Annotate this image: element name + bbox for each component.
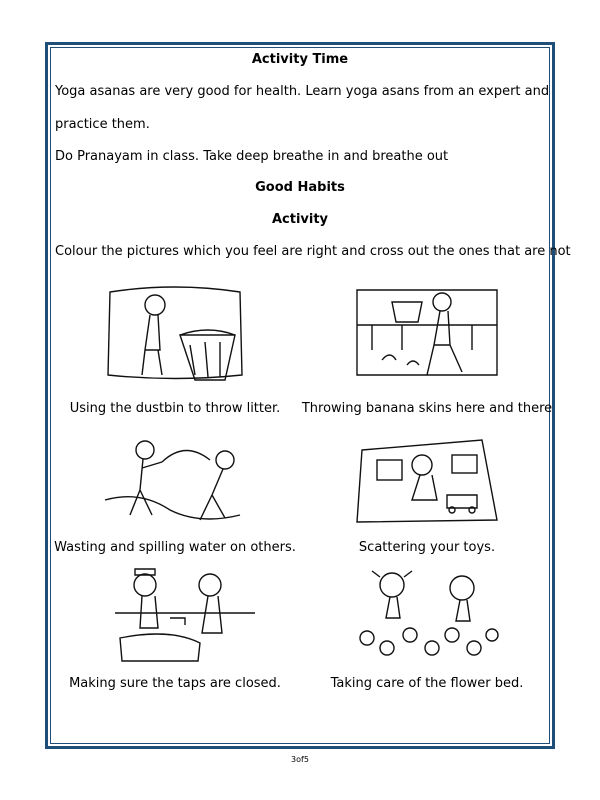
picture-closing-taps — [110, 563, 260, 668]
pranayam-text: Do Pranayam in class. Take deep breathe in and breathe out — [55, 149, 449, 164]
page-number: 3of5 — [291, 755, 309, 764]
picture-dustbin — [100, 280, 250, 385]
heading-good-habits: Good Habits — [255, 180, 345, 195]
caption-banana-skins: Throwing banana skins here and there — [301, 401, 553, 416]
caption-dustbin: Using the dustbin to throw litter. — [69, 401, 281, 416]
instruction-text: Colour the pictures which you feel are right and cross out the ones that are not — [55, 244, 571, 259]
heading-activity: Activity — [271, 212, 329, 227]
heading-activity-time: Activity Time — [251, 52, 349, 67]
picture-banana-skins — [352, 280, 502, 385]
yoga-text-line1: Yoga asanas are very good for health. Learn yoga asans from an expert and — [55, 84, 550, 99]
picture-spilling-water — [100, 430, 250, 535]
caption-closing-taps: Making sure the taps are closed. — [69, 676, 281, 691]
yoga-text-line2: practice them. — [55, 117, 150, 132]
picture-scattered-toys — [352, 430, 502, 535]
caption-spilling-water: Wasting and spilling water on others. — [54, 540, 296, 555]
picture-flower-bed — [352, 563, 502, 668]
caption-flower-bed: Taking care of the flower bed. — [330, 676, 524, 691]
caption-scattered-toys: Scattering your toys. — [358, 540, 496, 555]
